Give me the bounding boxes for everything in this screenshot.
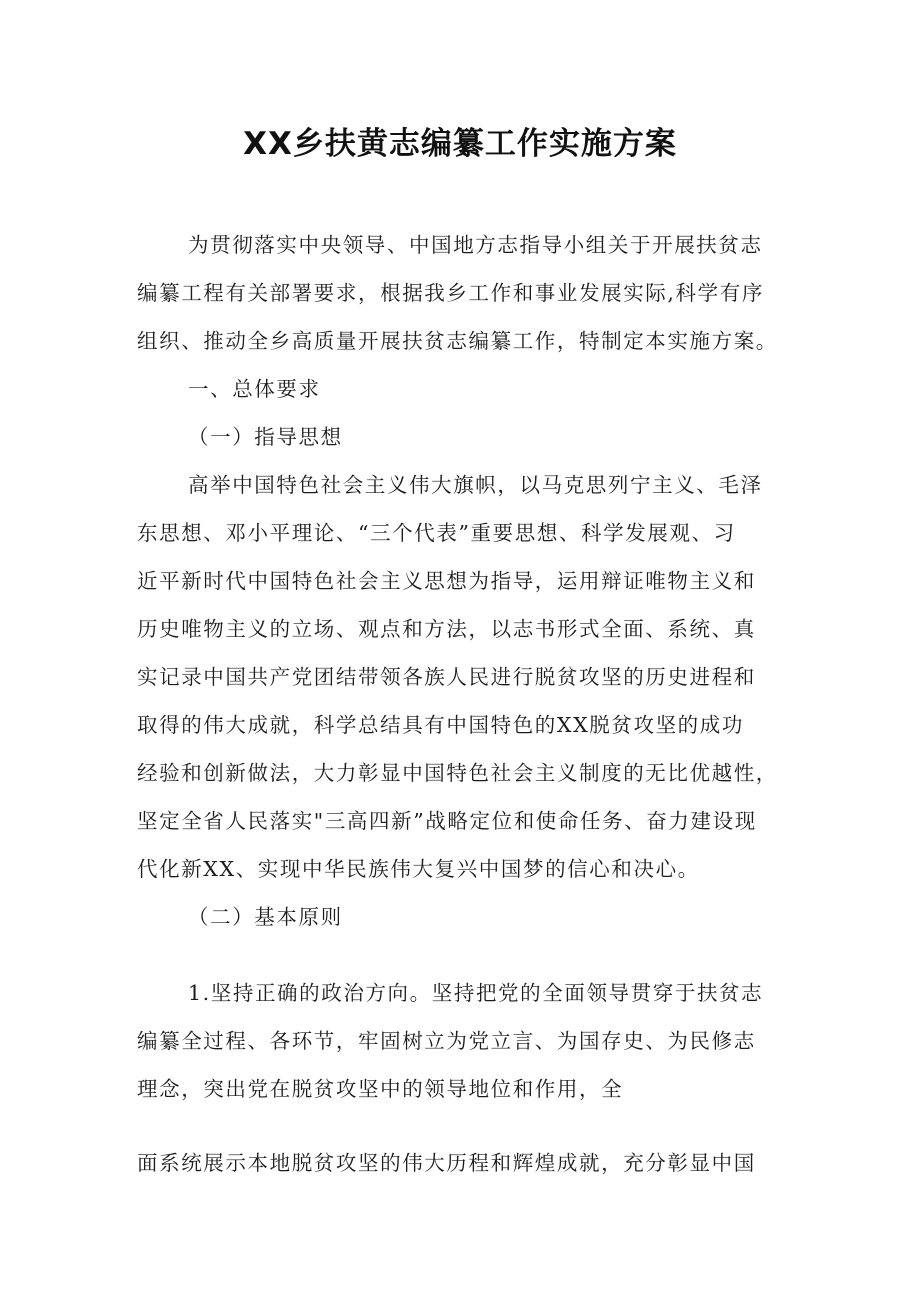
paragraph-ideology-line-7: 经验和创新做法，大力彰显中国特色社会主义制度的无比优越性，	[137, 761, 778, 785]
paragraph-ideology-line-8: 坚定全省人民落实"三高四新”战略定位和使命任务、奋力建设现	[137, 809, 757, 833]
subsection-heading-basic-principles: （二）基本原则	[188, 905, 343, 929]
paragraph-principle-1-line-1: 1.坚持正确的政治方向。坚持把党的全面领导贯穿于扶贫志	[188, 981, 764, 1005]
paragraph-ideology-line-2: 东思想、邓小平理论、“三个代表”重要思想、科学发展观、习	[137, 521, 736, 545]
subsection-heading-guiding-ideology: （一）指导思想	[188, 425, 343, 449]
document-title: XX乡扶黄志编纂工作实施方案	[243, 126, 677, 162]
paragraph-ideology-line-1: 高举中国特色社会主义伟大旗帜，以马克思列宁主义、毛泽	[188, 473, 763, 497]
paragraph-ideology-line-5: 实记录中国共产党团结带领各族人民进行脱贫攻坚的历史进程和	[137, 665, 756, 689]
paragraph-ideology-line-6: 取得的伟大成就，科学总结具有中国特色的XX脱贫攻坚的成功	[137, 713, 744, 737]
paragraph-intro-line-1: 为贯彻落实中央领导、中国地方志指导小组关于开展扶贫志	[188, 233, 763, 257]
paragraph-ideology-line-3: 近平新时代中国特色社会主义思想为指导，运用辩证唯物主义和	[137, 569, 756, 593]
paragraph-principle-1-line-2: 编纂全过程、各环节，牢固树立为党立言、为国存史、为民修志	[137, 1029, 756, 1053]
paragraph-ideology-line-4: 历史唯物主义的立场、观点和方法，以志书形式全面、系统、真	[137, 617, 756, 641]
paragraph-principle-1-line-3: 理念，突出党在脱贫攻坚中的领导地位和作用，全	[137, 1077, 624, 1101]
paragraph-principle-1-line-4: 面系统展示本地脱贫攻坚的伟大历程和辉煌成就，充分彰显中国	[137, 1151, 756, 1175]
paragraph-intro-line-2: 编纂工程有关部署要求，根据我乡工作和事业发展实际,科学有序	[137, 281, 764, 305]
paragraph-intro-line-3: 组织、推动全乡高质量开展扶贫志编纂工作，特制定本实施方案。	[137, 329, 778, 353]
section-heading-general-requirements: 一、总体要求	[188, 377, 321, 401]
paragraph-ideology-line-9: 代化新XX、实现中华民族伟大复兴中国梦的信心和决心。	[137, 857, 700, 881]
